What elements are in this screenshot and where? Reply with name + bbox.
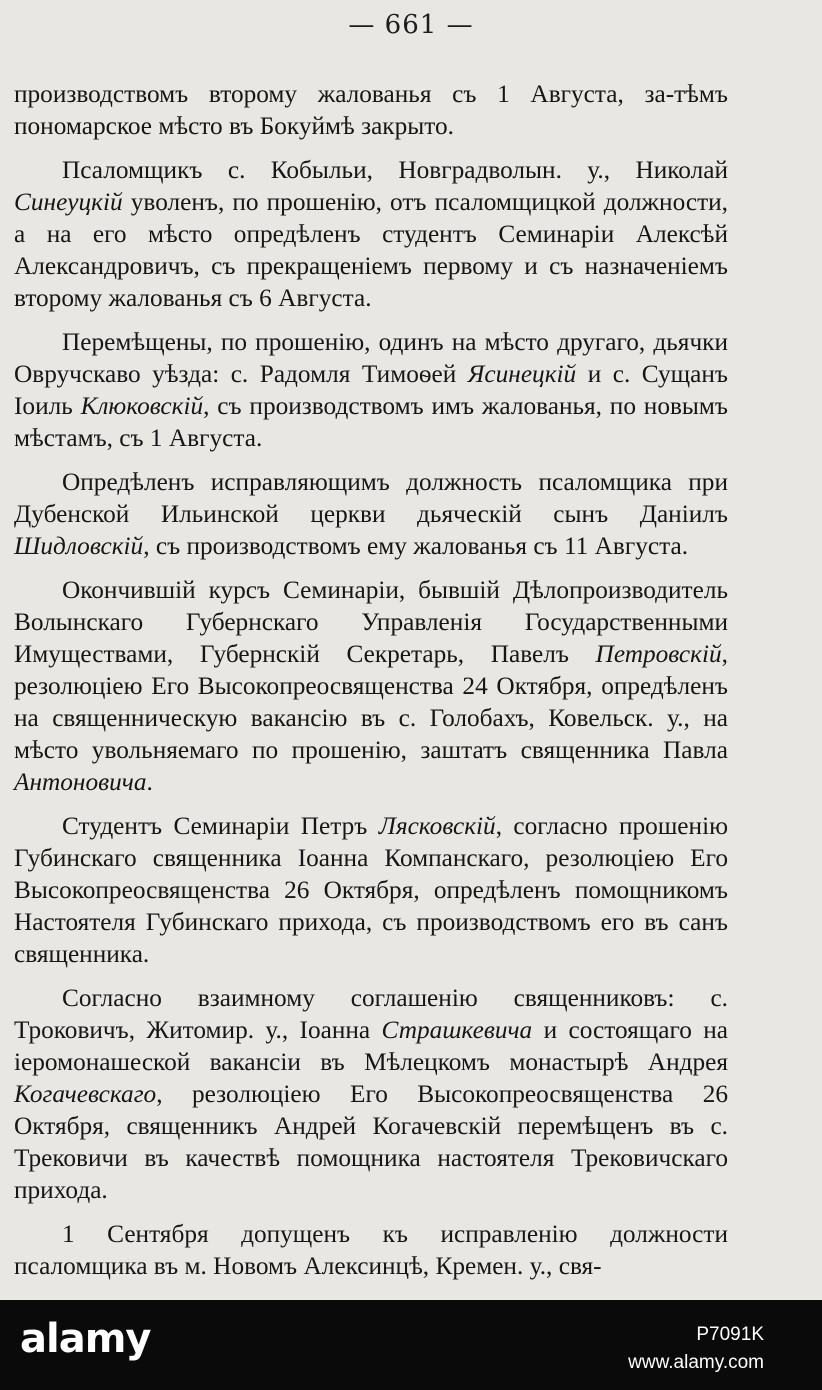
stock-id: P7091K xyxy=(696,1324,764,1345)
paragraph xyxy=(14,982,728,1206)
paragraph xyxy=(14,154,728,314)
page-body xyxy=(14,78,728,1294)
text-segment: и с. Сущанъ Іоиль xyxy=(14,360,728,420)
italic-name: Лясковскій xyxy=(378,812,496,840)
text-segment: , резолюціею Его Высокопреосвященства 26 Октября, священникъ Андрей Когачевскій перемѣщенъ въ с. Трековичи въ качествѣ помощника настоятеля Трековичскаго прихода. xyxy=(14,1080,728,1204)
site-url: www.alamy.com xyxy=(628,1352,764,1373)
text-segment: , согласно прошенію Губинскаго священника Іоанна Компанскаго, резолюціею Его Высокопреосвященства 26 Октября, опредѣленъ помощникомъ Настоятеля Губинскаго прихода, съ производствомъ его въ санъ священника. xyxy=(14,812,728,968)
paragraph xyxy=(14,78,728,142)
text-segment: производствомъ второму жалованья съ 1 Августа, за-тѣмъ пономарское мѣсто въ Бокуймѣ закрыто. xyxy=(14,80,728,140)
italic-name: Петровскій xyxy=(595,640,722,668)
paragraph xyxy=(14,810,728,970)
italic-name: Синеуцкій xyxy=(14,188,123,216)
text-segment: Согласно взаимному соглашенію священниковъ: с. Троковичъ, Житомир. у., Іоанна xyxy=(14,984,728,1044)
text-segment: Окончившій курсъ Семинаріи, бывшій Дѣлопроизводитель Волынскаго Губернскаго Управленія Государственными Имуществами, Губернскій Секретарь, Павелъ xyxy=(14,576,728,668)
text-segment: уволенъ, по прошенію, отъ псаломщицкой должности, а на его мѣсто опредѣленъ студентъ Семинаріи Алексѣй Александровичъ, съ прекращеніемъ первому и съ назначеніемъ второму жалованья съ 6 Авгуcта. xyxy=(14,188,728,312)
paragraph xyxy=(14,326,728,454)
text-segment: , съ производствомъ имъ жалованья, по новымъ мѣстамъ, съ 1 Августа. xyxy=(14,392,728,452)
paragraph xyxy=(14,1218,728,1282)
text-segment: Перемѣщены, по прошенію, одинъ на мѣсто другаго, дьячки Овручскаво уѣзда: с. Радомля Тимоѳей xyxy=(14,328,728,388)
text-segment: 1 Сентября допущенъ къ исправленію должности псаломщика въ м. Новомъ Алексинцѣ, Кремен. у., свя- xyxy=(14,1220,728,1280)
italic-name: Страшкевича xyxy=(381,1016,533,1044)
italic-name: Ясинецкій xyxy=(467,360,577,388)
alamy-logo: alamy xyxy=(20,1316,151,1362)
italic-name: Клюковскій xyxy=(80,392,204,420)
italic-name: Шидловскій xyxy=(14,532,144,560)
text-segment: Опредѣленъ исправляющимъ должность псаломщика при Дубенской Ильинской церкви дьяческій сынъ Даніилъ xyxy=(14,468,728,528)
text-segment: Псаломщикъ с. Кобыльи, Новградволын. у., Николай xyxy=(62,156,728,184)
paragraph xyxy=(14,466,728,562)
text-segment: , съ производствомъ ему жалованья съ 11 Августа. xyxy=(143,532,689,560)
text-segment: и состоящаго на іеромонашеской вакансіи въ Мѣлецкомъ монастырѣ Андрея xyxy=(14,1016,728,1076)
page-number: — 661 — xyxy=(348,10,474,40)
paragraph xyxy=(14,574,728,798)
text-segment: . xyxy=(146,768,153,796)
text-segment: Студентъ Семинаріи Петръ xyxy=(62,812,379,840)
italic-name: Антоновича xyxy=(14,768,147,796)
italic-name: Когачевскаго xyxy=(14,1080,157,1108)
text-segment: , резолюціею Его Высокопреосвященства 24 Октября, опредѣленъ на священническую вакансію въ с. Голобахъ, Ковельск. у., на мѣсто увольняемаго по прошенію, заштатъ священника Павла xyxy=(14,640,728,764)
